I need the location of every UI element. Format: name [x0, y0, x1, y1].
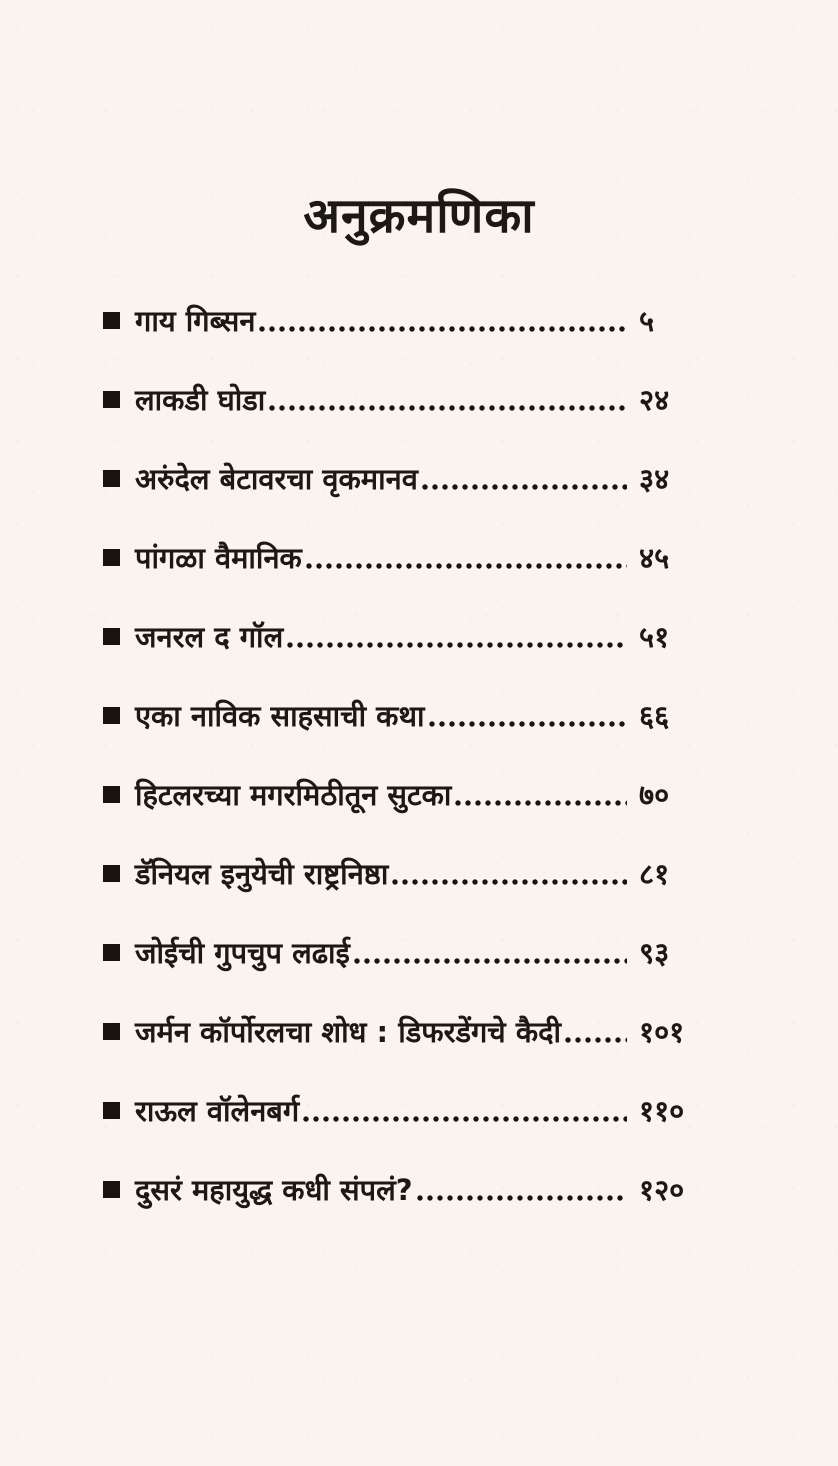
toc-entry-page-number: ३४: [639, 461, 670, 496]
dotted-leader: [285, 639, 627, 649]
bullet-square-icon: [103, 865, 120, 882]
dotted-leader: [453, 797, 627, 807]
bullet-square-icon: [103, 1181, 120, 1198]
toc-list: [103, 300, 703, 1248]
dotted-leader: [304, 560, 627, 570]
toc-entry-row: [103, 379, 703, 419]
dotted-leader: [420, 481, 627, 491]
toc-entry-page-number: ५१: [639, 619, 670, 654]
toc-entry-row: [103, 1090, 703, 1130]
toc-entry-title: जर्मन कॉर्पोरलचा शोध : डिफरडेंगचे कैदी: [135, 1014, 561, 1049]
toc-entry-title: जनरल द गॉल: [135, 619, 284, 654]
toc-entry-row: [103, 1169, 703, 1209]
toc-entry-row: [103, 695, 703, 735]
toc-entry-page-number: ६६: [639, 698, 670, 733]
bullet-square-icon: [103, 470, 120, 487]
toc-entry-page-number: १०१: [639, 1014, 685, 1049]
dotted-leader: [267, 402, 627, 412]
toc-entry-page-number: ७०: [639, 777, 670, 812]
toc-entry-page-number: २४: [639, 382, 670, 417]
toc-entry-row: [103, 774, 703, 814]
toc-entry-page-number: ५: [639, 303, 655, 338]
toc-entry-title: गाय गिब्सन: [135, 303, 256, 338]
bullet-square-icon: [103, 1023, 120, 1040]
toc-entry-title: हिटलरच्या मगरमिठीतून सुटका: [135, 777, 452, 812]
toc-entry-row: [103, 853, 703, 893]
toc-entry-row: [103, 458, 703, 498]
toc-entry-page-number: ८१: [639, 856, 670, 891]
dotted-leader: [563, 1034, 627, 1044]
toc-entry-page-number: ११०: [639, 1093, 685, 1128]
bullet-square-icon: [103, 549, 120, 566]
toc-entry-title: दुसरं महायुद्ध कधी संपलं?: [135, 1172, 413, 1207]
bullet-square-icon: [103, 312, 120, 329]
toc-entry-page-number: १२०: [639, 1172, 685, 1207]
toc-entry-page-number: ९३: [639, 935, 670, 970]
bullet-square-icon: [103, 391, 120, 408]
dotted-leader: [390, 876, 627, 886]
toc-entry-title: अरुंदेल बेटावरचा वृकमानव: [135, 461, 418, 496]
toc-entry-title: राऊल वॉलेनबर्ग: [135, 1093, 300, 1128]
dotted-leader: [352, 955, 627, 965]
toc-entry-row: [103, 1011, 703, 1051]
toc-entry-title: डॅनियल इनुयेची राष्ट्रनिष्ठा: [135, 856, 389, 891]
dotted-leader: [301, 1113, 627, 1123]
toc-entry-row: [103, 537, 703, 577]
bullet-square-icon: [103, 944, 120, 961]
toc-entry-title: एका नाविक साहसाची कथा: [135, 698, 425, 733]
toc-entry-row: [103, 616, 703, 656]
bullet-square-icon: [103, 707, 120, 724]
dotted-leader: [415, 1192, 627, 1202]
toc-entry-page-number: ४५: [639, 540, 670, 575]
bullet-square-icon: [103, 628, 120, 645]
page-title: अनुक्रमणिका: [303, 188, 535, 244]
bullet-square-icon: [103, 1102, 120, 1119]
toc-entry-title: लाकडी घोडा: [135, 382, 266, 417]
toc-entry-title: जोईची गुपचुप लढाई: [135, 935, 350, 970]
toc-entry-title: पांगळा वैमानिक: [135, 540, 302, 575]
toc-entry-row: [103, 932, 703, 972]
dotted-leader: [427, 718, 628, 728]
bullet-square-icon: [103, 786, 120, 803]
dotted-leader: [257, 323, 627, 333]
toc-entry-row: [103, 300, 703, 340]
